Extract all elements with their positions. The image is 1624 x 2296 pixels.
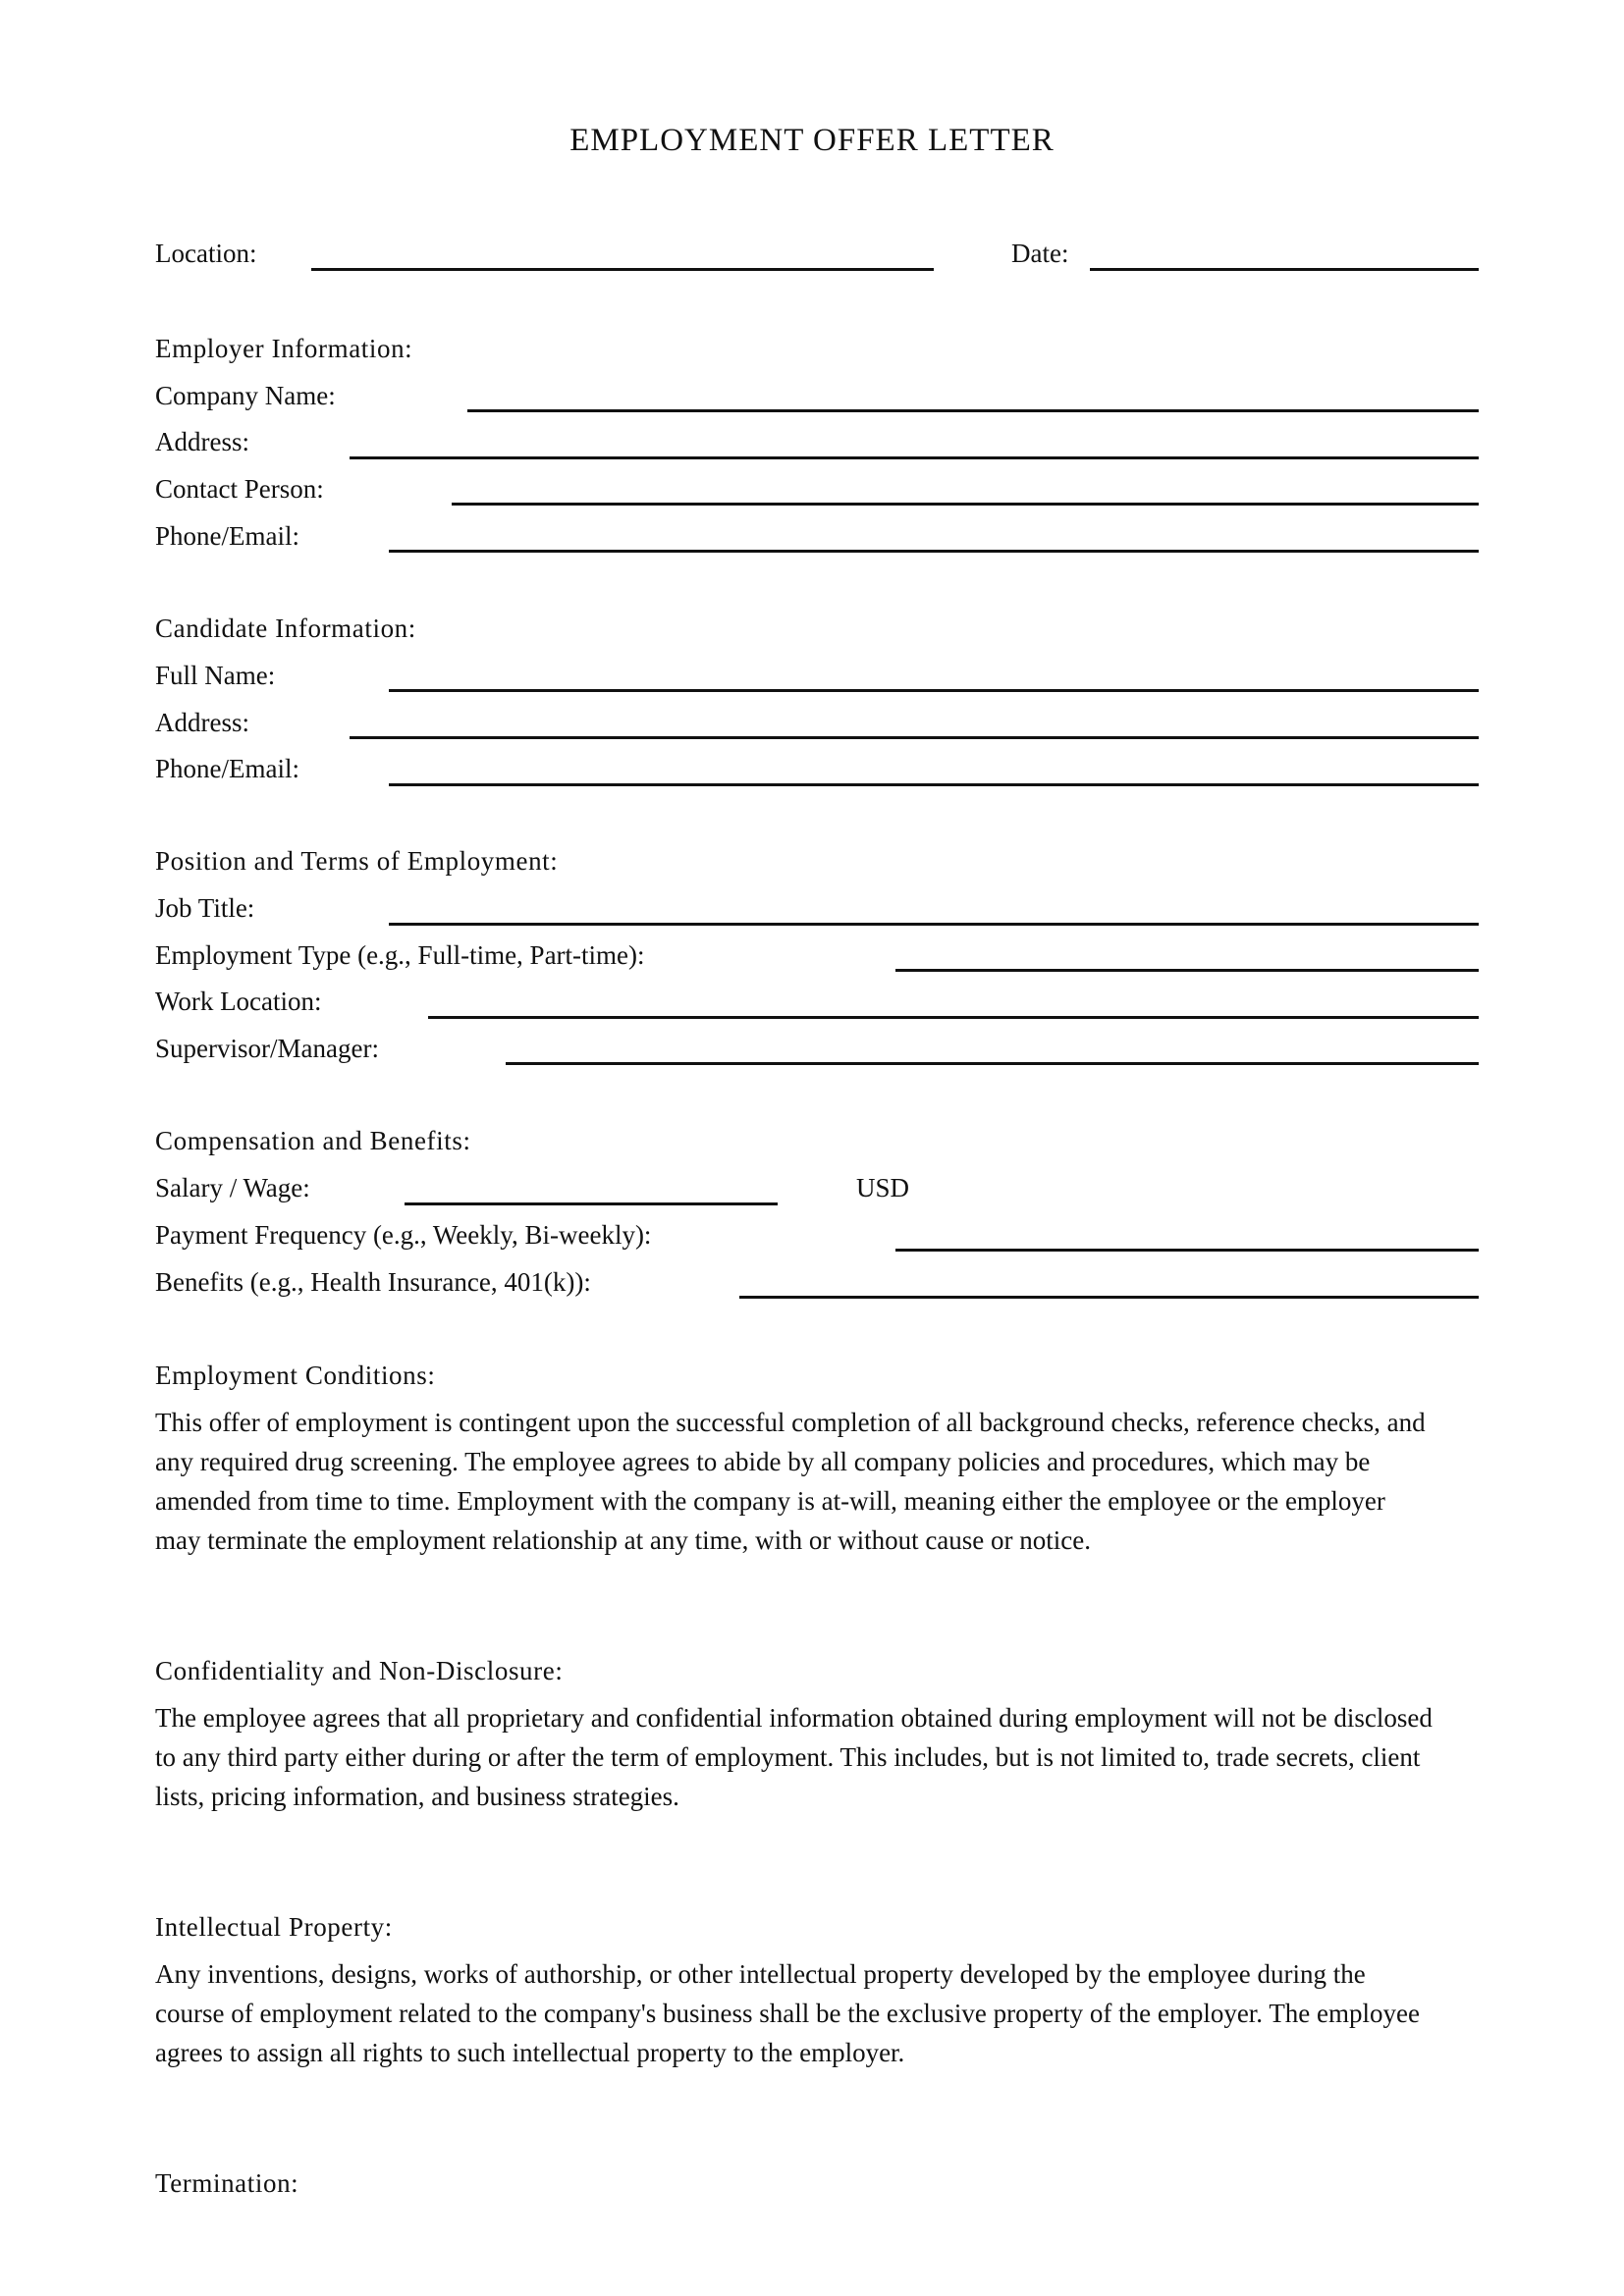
termination-heading: Termination: (155, 2168, 299, 2198)
contact-person-field[interactable] (452, 503, 1479, 506)
location-field[interactable] (311, 268, 934, 271)
compensation-heading: Compensation and Benefits: (155, 1126, 471, 1155)
work-location-field[interactable] (428, 1016, 1479, 1019)
currency-label: USD (856, 1173, 910, 1202)
conditions-heading: Employment Conditions: (155, 1361, 436, 1390)
salary-field[interactable] (405, 1202, 778, 1205)
employer-heading: Employer Information: (155, 334, 413, 363)
location-label: Location: (155, 239, 257, 268)
ip-line: agrees to assign all rights to such intellectual property to the employer. (155, 2038, 905, 2067)
payment-frequency-label: Payment Frequency (e.g., Weekly, Bi-weekly): (155, 1220, 652, 1250)
date-label: Date: (1011, 239, 1069, 268)
candidate-address-label: Address: (155, 708, 249, 737)
contact-person-label: Contact Person: (155, 474, 324, 504)
work-location-label: Work Location: (155, 987, 322, 1016)
conditions-line: any required drug screening. The employee agrees to abide by all company policies and procedures, which may be (155, 1447, 1371, 1476)
payment-frequency-field[interactable] (895, 1249, 1479, 1252)
salary-label: Salary / Wage: (155, 1173, 310, 1202)
ip-line: course of employment related to the company's business shall be the exclusive property of the employer. The employee (155, 1999, 1420, 2028)
employment-type-label: Employment Type (e.g., Full-time, Part-time): (155, 940, 645, 970)
employer-address-label: Address: (155, 427, 249, 456)
full-name-label: Full Name: (155, 661, 276, 690)
confidentiality-heading: Confidentiality and Non-Disclosure: (155, 1656, 564, 1685)
confidentiality-paragraph (155, 1698, 1490, 1816)
conditions-line: This offer of employment is contingent upon the successful completion of all background checks, reference checks, and (155, 1408, 1426, 1437)
company-name-label: Company Name: (155, 381, 336, 410)
employer-phone-email-label: Phone/Email: (155, 521, 299, 551)
candidate-address-field[interactable] (350, 736, 1479, 739)
conditions-paragraph (155, 1403, 1490, 1560)
position-heading: Position and Terms of Employment: (155, 846, 559, 876)
date-field[interactable] (1090, 268, 1479, 271)
candidate-heading: Candidate Information: (155, 614, 416, 643)
confidentiality-line: lists, pricing information, and business strategies. (155, 1782, 679, 1811)
supervisor-field[interactable] (506, 1062, 1479, 1065)
ip-heading: Intellectual Property: (155, 1912, 393, 1942)
conditions-line: may terminate the employment relationship at any time, with or without cause or notice. (155, 1525, 1091, 1555)
confidentiality-line: The employee agrees that all proprietary and confidential information obtained during employment will not be disclosed (155, 1703, 1433, 1733)
job-title-label: Job Title: (155, 893, 255, 923)
employment-type-field[interactable] (895, 969, 1479, 972)
job-title-field[interactable] (389, 923, 1479, 926)
conditions-line: amended from time to time. Employment with the company is at-will, meaning either the employee or the employer (155, 1486, 1385, 1516)
ip-paragraph (155, 1954, 1490, 2072)
full-name-field[interactable] (389, 689, 1479, 692)
ip-line: Any inventions, designs, works of authorship, or other intellectual property developed by the employee during the (155, 1959, 1366, 1989)
supervisor-label: Supervisor/Manager: (155, 1034, 379, 1063)
employer-phone-email-field[interactable] (389, 550, 1479, 553)
confidentiality-line: to any third party either during or after the term of employment. This includes, but is not limited to, trade secrets, client (155, 1742, 1421, 1772)
company-name-field[interactable] (467, 409, 1479, 412)
benefits-field[interactable] (739, 1296, 1479, 1299)
candidate-phone-email-field[interactable] (389, 783, 1479, 786)
benefits-label: Benefits (e.g., Health Insurance, 401(k)): (155, 1267, 591, 1297)
page-title: EMPLOYMENT OFFER LETTER (569, 123, 1055, 158)
employer-address-field[interactable] (350, 456, 1479, 459)
candidate-phone-email-label: Phone/Email: (155, 754, 299, 783)
